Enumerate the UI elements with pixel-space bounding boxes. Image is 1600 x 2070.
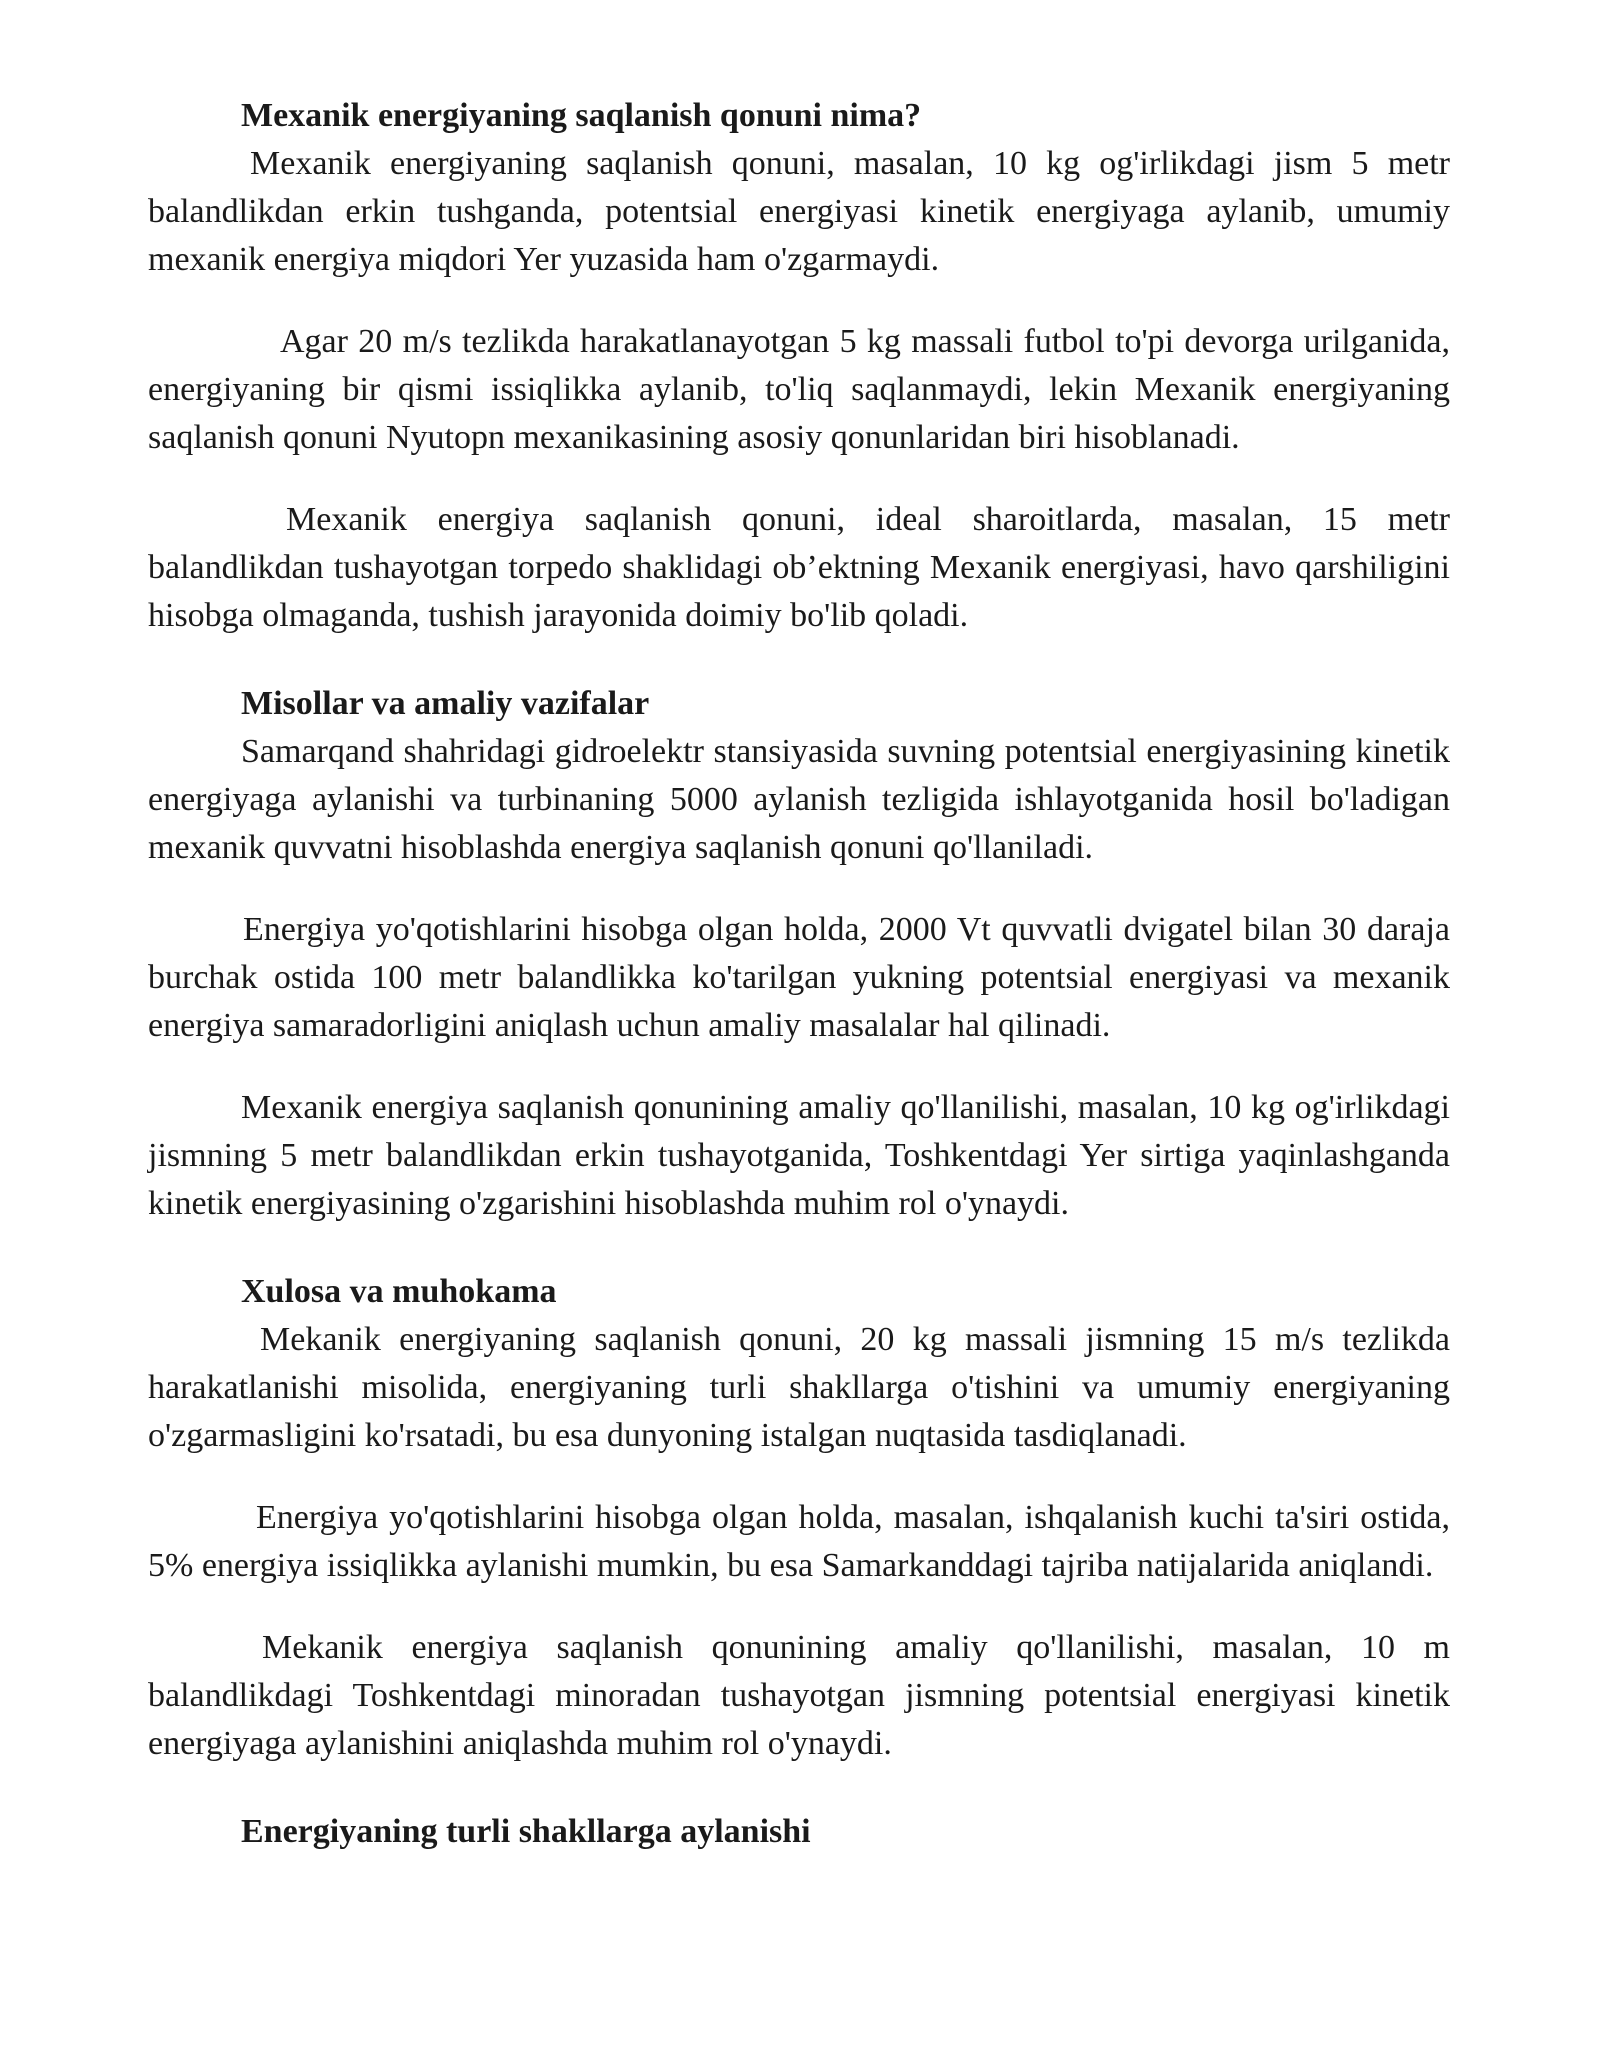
paragraph: Mekanik energiya saqlanish qonunining amaliy qo'llanilishi, masalan, 10 m balandlikdagi Toshkentdagi minoradan tushayotgan jismning potentsial energiyasi kinetik energiyaga aylanishini aniqlashda muhim rol o'ynaydi. [148,1629,1450,1762]
paragraph: Mexanik energiya saqlanish qonuni, ideal sharoitlarda, masalan, 15 metr balandlikdan tushayotgan torpedo shaklidagi ob’ektning Mexanik energiyasi, havo qarshiligini hisobga olmaganda, tushish jarayonida doimiy bo'lib qoladi. [148,501,1450,634]
section-conservation-law [148,92,1450,640]
document-page [148,92,1450,1856]
paragraph: Agar 20 m/s tezlikda harakatlanayotgan 5 kg massali futbol to'pi devorga urilganida, energiyaning bir qismi issiqlikka aylanib, to'liq saqlanmaydi, lekin Mexanik energiyaning saqlanish qonuni Nyutopn mexanikasining asosiy qonunlaridan biri hisoblanadi. [148,323,1450,456]
section-heading: Xulosa va muhokama [241,1273,557,1310]
paragraph: Samarqand shahridagi gidroelektr stansiyasida suvning potentsial energiyasining kinetik energiyaga aylanishi va turbinaning 5000 aylanish tezligida ishlayotganida hosil bo'ladigan mexanik quvvatni hisoblashda energiya saqlanish qonuni qo'llaniladi. [148,733,1450,866]
section-conclusion [148,1268,1450,1768]
paragraph: Mexanik energiya saqlanish qonunining amaliy qo'llanilishi, masalan, 10 kg og'irlikdagi jismning 5 metr balandlikdan erkin tushayotganida, Toshkentdagi Yer sirtiga yaqinlashganda kinetik energiyasining o'zgarishini hisoblashda muhim rol o'ynaydi. [148,1089,1450,1222]
paragraph: Mexanik energiyaning saqlanish qonuni, masalan, 10 kg og'irlikdagi jism 5 metr balandlikdan erkin tushganda, potentsial energiyasi kinetik energiyaga aylanib, umumiy mexanik energiya miqdori Yer yuzasida ham o'zgarmaydi. [148,145,1450,278]
paragraph: Energiya yo'qotishlarini hisobga olgan holda, masalan, ishqalanish kuchi ta'siri ostida, 5% energiya issiqlikka aylanishi mumkin, bu esa Samarkanddagi tajriba natijalarida aniqlandi. [148,1499,1450,1584]
section-energy-forms [148,1808,1450,1856]
paragraph: Energiya yo'qotishlarini hisobga olgan holda, 2000 Vt quvvatli dvigatel bilan 30 daraja burchak ostida 100 metr balandlikka ko'tarilgan yukning potentsial energiyasi va mexanik energiya samaradorligini aniqlash uchun amaliy masalalar hal qilinadi. [148,911,1450,1044]
section-heading: Misollar va amaliy vazifalar [241,685,650,722]
paragraph: Mekanik energiyaning saqlanish qonuni, 20 kg massali jismning 15 m/s tezlikda harakatlanishi misolida, energiyaning turli shakllarga o'tishini va umumiy energiyaning o'zgarmasligini ko'rsatadi, bu esa dunyoning istalgan nuqtasida tasdiqlanadi. [148,1321,1450,1454]
section-heading: Mexanik energiyaning saqlanish qonuni nima? [241,97,922,134]
section-heading: Energiyaning turli shakllarga aylanishi [241,1813,811,1850]
section-examples [148,680,1450,1228]
